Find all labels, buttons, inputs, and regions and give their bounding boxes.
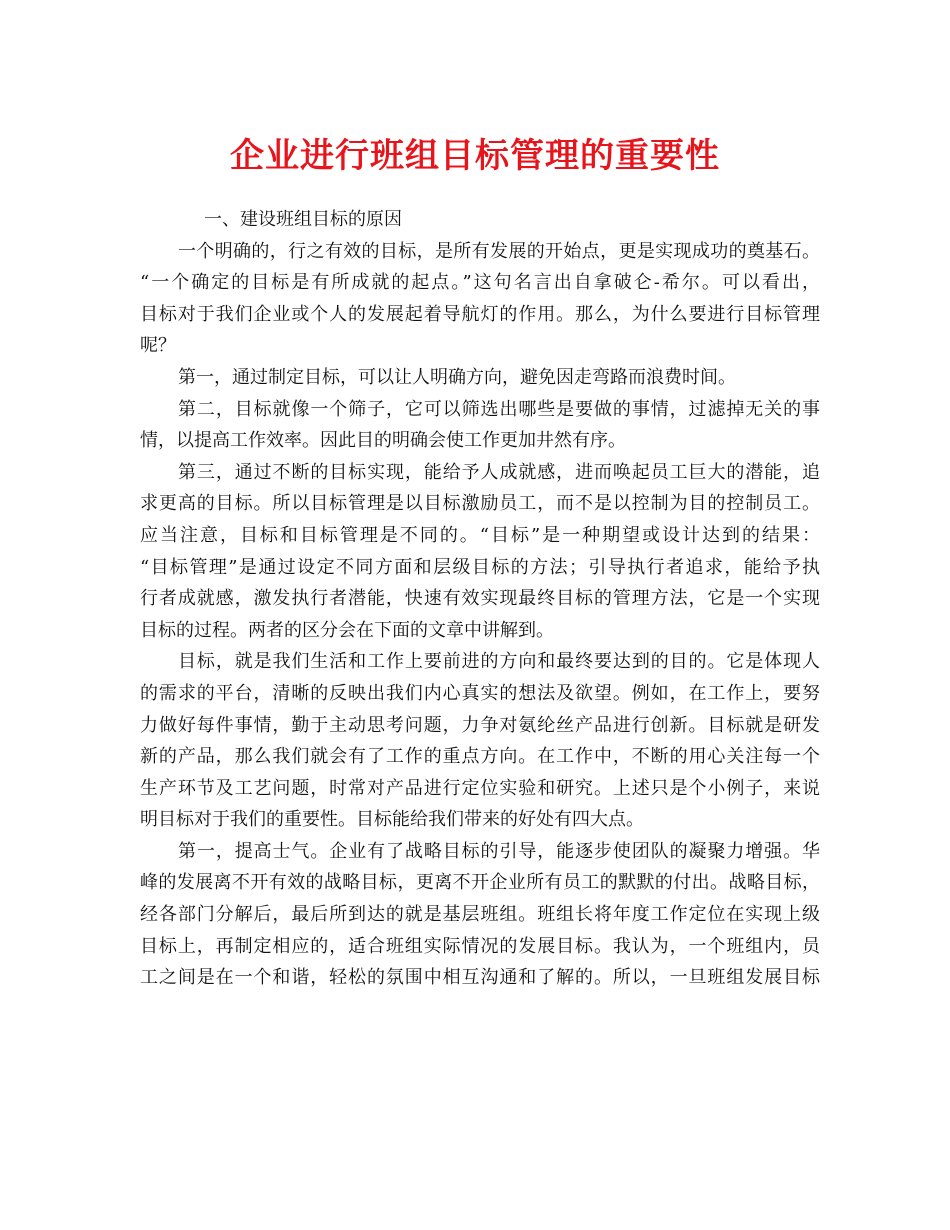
text-line: 力做好每件事情，勤于主动思考问题，力争对氨纶丝产品进行创新。目标就是研发 (140, 714, 820, 736)
text-line: 工之间是在一个和谐，轻松的氛围中相互沟通和了解的。所以，一旦班组发展目标 (140, 967, 820, 989)
text-line: 生产环节及工艺问题，时常对产品进行定位实验和研究。上述只是个小例子，来说 (140, 777, 820, 799)
text-line: 目标上，再制定相应的，适合班组实际情况的发展目标。我认为，一个班组内，员 (140, 935, 820, 957)
text-line: 峰的发展离不开有效的战略目标，更离不开企业所有员工的默默的付出。战略目标， (140, 872, 820, 894)
text-line: 目标的过程。两者的区分会在下面的文章中讲解到。 (140, 619, 554, 641)
text-line: 第一，通过制定目标，可以让人明确方向，避免因走弯路而浪费时间。 (178, 366, 736, 388)
text-line: 情，以提高工作效率。因此目的明确会使工作更加井然有序。 (140, 430, 626, 452)
text-line: 新的产品，那么我们就会有了工作的重点方向。在工作中，不断的用心关注每一个 (140, 746, 820, 768)
section-heading: 一、建设班组目标的原因 (204, 209, 402, 230)
text-line: 经各部门分解后，最后所到达的就是基层班组。班组长将年度工作定位在实现上级 (140, 904, 820, 926)
text-line: 行者成就感，激发执行者潜能，快速有效实现最终目标的管理方法，它是一个实现 (140, 588, 820, 610)
text-line: 明目标对于我们的重要性。目标能给我们带来的好处有四大点。 (140, 809, 644, 831)
text-line: “目标管理”是通过设定不同方面和层级目标的方法；引导执行者追求，能给予执 (140, 556, 820, 578)
text-line: “一个确定的目标是有所成就的起点。”这句名言出自拿破仑-希尔。可以看出， (140, 272, 820, 294)
text-line: 目标对于我们企业或个人的发展起着导航灯的作用。那么，为什么要进行目标管理 (140, 303, 820, 325)
text-line: 第二，目标就像一个筛子，它可以筛选出哪些是要做的事情，过滤掉无关的事 (178, 398, 820, 420)
text-line: 应当注意，目标和目标管理是不同的。“目标”是一种期望或设计达到的结果： (140, 524, 820, 546)
text-line: 目标，就是我们生活和工作上要前进的方向和最终要达到的目的。它是体现人 (178, 651, 820, 673)
text-line: 的需求的平台，清晰的反映出我们内心真实的想法及欲望。例如，在工作上，要努 (140, 682, 820, 704)
text-line: 第一，提高士气。企业有了战略目标的引导，能逐步使团队的凝聚力增强。华 (178, 840, 820, 862)
text-line: 一个明确的，行之有效的目标，是所有发展的开始点，更是实现成功的奠基石。 (178, 240, 820, 262)
text-line: 呢？ (140, 335, 176, 357)
document-title: 企业进行班组目标管理的重要性 (230, 136, 720, 176)
text-line: 第三，通过不断的目标实现，能给予人成就感，进而唤起员工巨大的潜能，追 (178, 461, 820, 483)
document-body (140, 204, 820, 994)
text-line: 求更高的目标。所以目标管理是以目标激励员工，而不是以控制为目的控制员工。 (140, 493, 820, 515)
